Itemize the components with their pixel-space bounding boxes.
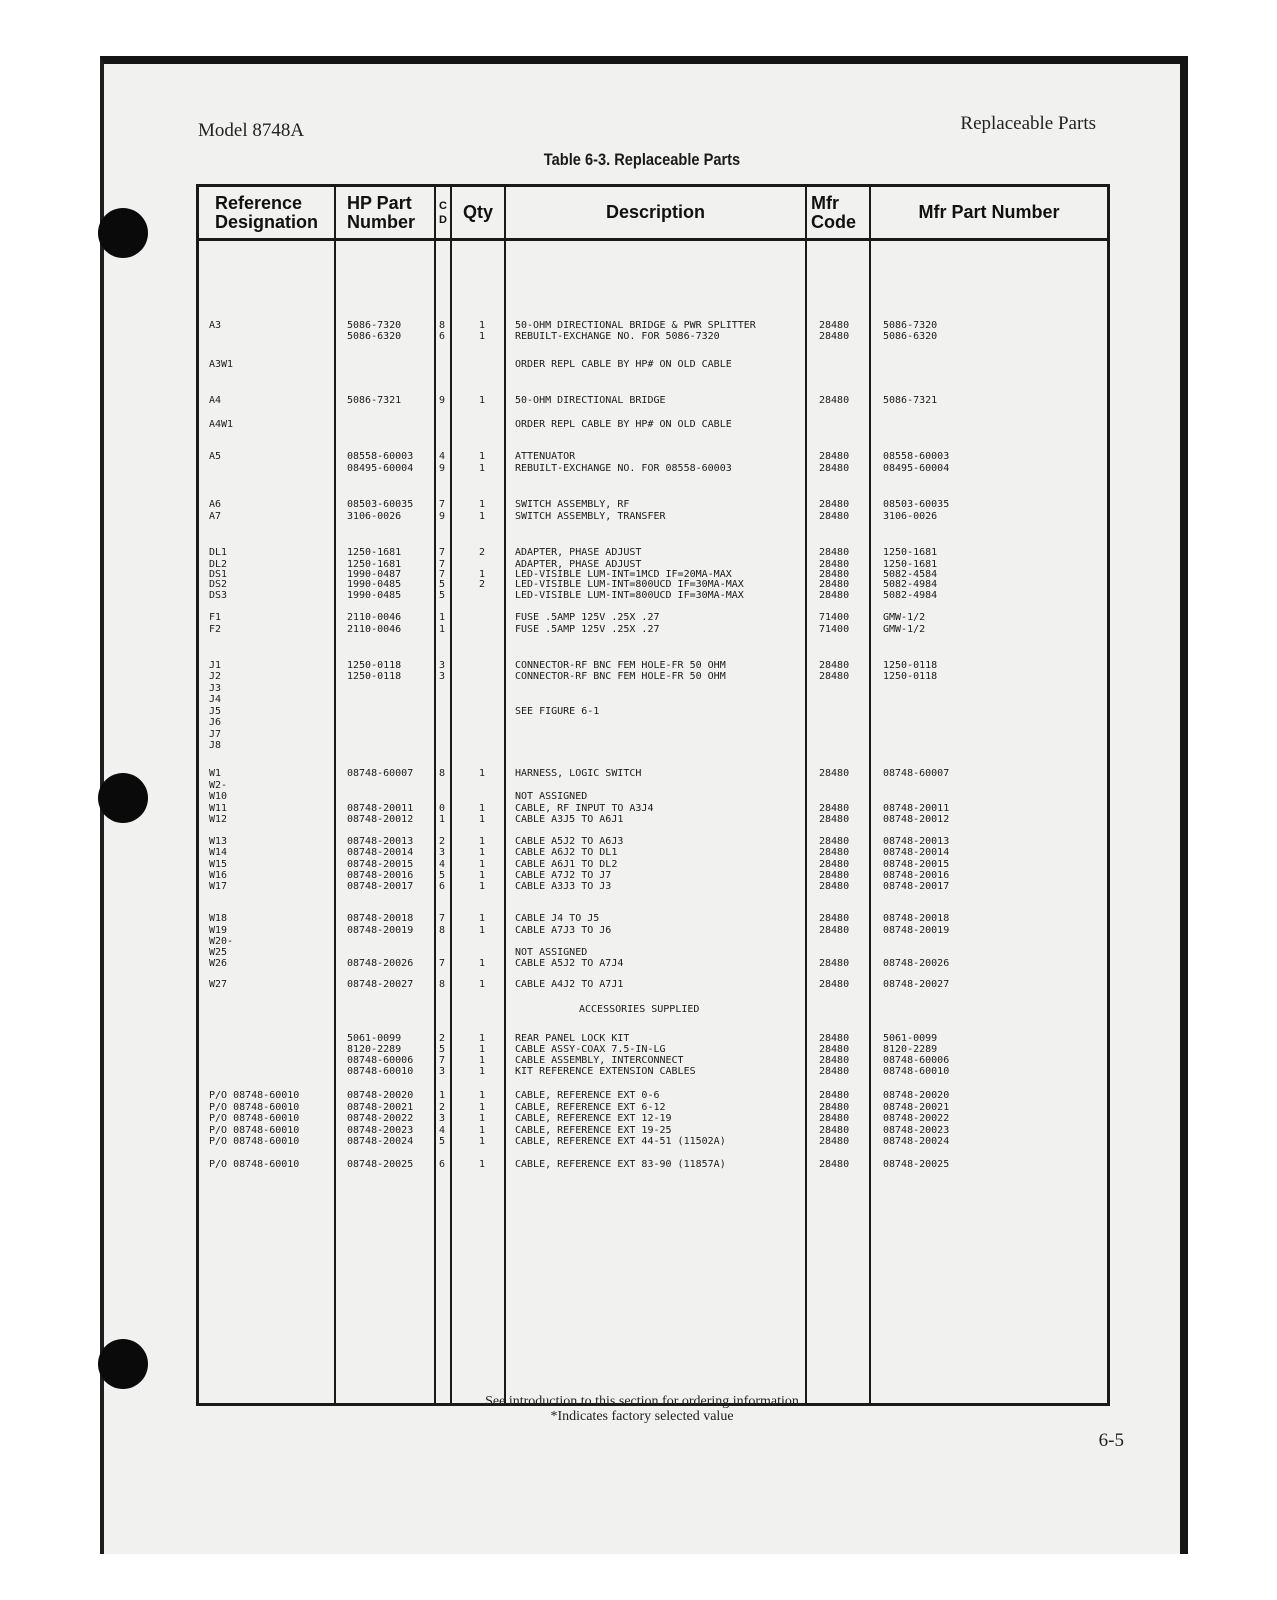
cell-mfr-code: 28480 [819, 559, 850, 570]
cell-mfr-part-number: 1250-0118 [883, 671, 938, 682]
cell-cd: 3 [439, 671, 446, 682]
document-page [100, 56, 1188, 1554]
cell-reference: P/O 08748-60010 [209, 1090, 300, 1101]
cell-reference: W26 [209, 958, 228, 969]
cell-reference: DS3 [209, 590, 228, 601]
cell-qty: 1 [479, 1136, 486, 1147]
cell-description: NOT ASSIGNED [515, 791, 588, 802]
cell-reference: P/O 08748-60010 [209, 1125, 300, 1136]
col-header-mfr-code: Mfr Code [811, 192, 856, 232]
cell-cd: 5 [439, 579, 446, 590]
cell-cd: 1 [439, 612, 446, 623]
cell-reference: W20- [209, 936, 234, 947]
cell-hp-part-number: 08748-20015 [347, 859, 414, 870]
cell-description: SWITCH ASSEMBLY, RF [515, 499, 630, 510]
cell-reference: W10 [209, 791, 228, 802]
cell-cd: 7 [439, 1055, 446, 1066]
cell-reference: W25 [209, 947, 228, 958]
cell-qty: 1 [479, 859, 486, 870]
cell-description: FUSE .5AMP 125V .25X .27 [515, 624, 660, 635]
cell-reference: J4 [209, 694, 222, 705]
cell-mfr-code: 28480 [819, 331, 850, 342]
cell-reference: P/O 08748-60010 [209, 1113, 300, 1124]
cell-hp-part-number: 08748-20025 [347, 1159, 414, 1170]
cell-qty: 1 [479, 463, 486, 474]
cell-hp-part-number: 08748-20017 [347, 881, 414, 892]
cell-qty: 1 [479, 814, 486, 825]
page-number: 6-5 [1098, 1430, 1124, 1451]
cell-cd: 5 [439, 590, 446, 601]
cell-cd: 7 [439, 559, 446, 570]
cell-reference: A3W1 [209, 359, 234, 370]
cell-hp-part-number: 1250-1681 [347, 559, 402, 570]
cell-reference: F2 [209, 624, 222, 635]
cell-mfr-part-number: 08748-20020 [883, 1090, 950, 1101]
cell-reference: W12 [209, 814, 228, 825]
cell-mfr-part-number: 08495-60004 [883, 463, 950, 474]
cell-mfr-code: 28480 [819, 803, 850, 814]
cell-hp-part-number: 08748-20019 [347, 925, 414, 936]
cell-hp-part-number: 08748-20021 [347, 1102, 414, 1113]
cell-qty: 1 [479, 958, 486, 969]
cell-cd: 3 [439, 1066, 446, 1077]
cell-cd: 5 [439, 870, 446, 881]
footnotes [104, 1394, 1180, 1424]
cell-mfr-code: 28480 [819, 814, 850, 825]
cell-hp-part-number: 08748-60010 [347, 1066, 414, 1077]
cell-mfr-code: 28480 [819, 979, 850, 990]
cell-mfr-code: 28480 [819, 925, 850, 936]
cell-description: CABLE ASSY-COAX 7.5-IN-LG [515, 1044, 666, 1055]
cell-cd: 0 [439, 803, 446, 814]
cell-hp-part-number: 1990-0485 [347, 579, 402, 590]
cell-qty: 2 [479, 579, 486, 590]
cell-reference: J3 [209, 683, 222, 694]
cell-mfr-part-number: 08748-20027 [883, 979, 950, 990]
cell-reference: W18 [209, 913, 228, 924]
cell-description: CABLE, RF INPUT TO A3J4 [515, 803, 654, 814]
cell-description: CONNECTOR-RF BNC FEM HOLE-FR 50 OHM [515, 660, 726, 671]
cell-mfr-code: 28480 [819, 1136, 850, 1147]
cell-qty: 1 [479, 1113, 486, 1124]
column-divider [869, 187, 871, 1403]
cell-mfr-part-number: 08748-20015 [883, 859, 950, 870]
cell-hp-part-number: 08748-20011 [347, 803, 414, 814]
cell-qty: 1 [479, 331, 486, 342]
cell-qty: 1 [479, 1125, 486, 1136]
cell-hp-part-number: 08748-20026 [347, 958, 414, 969]
cell-description: LED-VISIBLE LUM-INT=800UCD IF=30MA-MAX [515, 579, 744, 590]
cell-hp-part-number: 08748-60006 [347, 1055, 414, 1066]
cell-mfr-part-number: 08748-20019 [883, 925, 950, 936]
cell-qty: 1 [479, 499, 486, 510]
binder-hole [98, 773, 148, 823]
cell-hp-part-number: 08748-60007 [347, 768, 414, 779]
cell-qty: 1 [479, 1044, 486, 1055]
cell-reference: A4 [209, 395, 222, 406]
cell-mfr-code: 28480 [819, 913, 850, 924]
cell-hp-part-number: 08503-60035 [347, 499, 414, 510]
cell-description: 50-OHM DIRECTIONAL BRIDGE & PWR SPLITTER [515, 320, 756, 331]
cell-cd: 1 [439, 1090, 446, 1101]
cell-mfr-part-number: 08748-20024 [883, 1136, 950, 1147]
cell-cd: 8 [439, 768, 446, 779]
cell-hp-part-number: 2110-0046 [347, 612, 402, 623]
cell-description: CABLE A7J3 TO J6 [515, 925, 612, 936]
cell-mfr-part-number: 08748-20025 [883, 1159, 950, 1170]
cell-hp-part-number: 1990-0487 [347, 569, 402, 580]
cell-mfr-code: 28480 [819, 569, 850, 580]
cell-mfr-part-number: 08748-20014 [883, 847, 950, 858]
cell-qty: 1 [479, 847, 486, 858]
cell-description: FUSE .5AMP 125V .25X .27 [515, 612, 660, 623]
cell-cd: 1 [439, 624, 446, 635]
cell-hp-part-number: 08748-20013 [347, 836, 414, 847]
footnote-factory-selected: *Indicates factory selected value [550, 1409, 734, 1424]
cell-hp-part-number: 08748-20012 [347, 814, 414, 825]
cell-qty: 1 [479, 1066, 486, 1077]
cell-cd: 2 [439, 1102, 446, 1113]
cell-mfr-part-number: 5086-6320 [883, 331, 938, 342]
cell-description: HARNESS, LOGIC SWITCH [515, 768, 642, 779]
cell-mfr-code: 28480 [819, 1102, 850, 1113]
cell-description: ORDER REPL CABLE BY HP# ON OLD CABLE [515, 359, 732, 370]
cell-mfr-code: 28480 [819, 660, 850, 671]
cell-mfr-part-number: 08748-60010 [883, 1066, 950, 1077]
cell-mfr-part-number: 08748-60006 [883, 1055, 950, 1066]
cell-reference: J1 [209, 660, 222, 671]
cell-hp-part-number: 08748-20018 [347, 913, 414, 924]
cell-cd: 9 [439, 463, 446, 474]
cell-reference: J5 [209, 706, 222, 717]
cell-qty: 1 [479, 870, 486, 881]
cell-hp-part-number: 8120-2289 [347, 1044, 402, 1055]
cell-qty: 1 [479, 320, 486, 331]
cell-description: CABLE, REFERENCE EXT 12-19 [515, 1113, 672, 1124]
cell-description: CABLE ASSEMBLY, INTERCONNECT [515, 1055, 684, 1066]
cell-cd: 3 [439, 1113, 446, 1124]
cell-cd: 4 [439, 1125, 446, 1136]
column-divider [504, 187, 506, 1403]
cell-hp-part-number: 5086-7321 [347, 395, 402, 406]
cell-mfr-part-number: 08748-20021 [883, 1102, 950, 1113]
cell-mfr-code: 28480 [819, 463, 850, 474]
cell-reference: W19 [209, 925, 228, 936]
cell-mfr-part-number: 08748-20026 [883, 958, 950, 969]
cell-qty: 1 [479, 1090, 486, 1101]
cell-reference: W14 [209, 847, 228, 858]
cell-mfr-code: 28480 [819, 499, 850, 510]
cell-qty: 1 [479, 803, 486, 814]
cell-cd: 5 [439, 1044, 446, 1055]
cell-description: LED-VISIBLE LUM-INT=1MCD IF=20MA-MAX [515, 569, 732, 580]
col-header-description: Description [605, 202, 706, 222]
cell-hp-part-number: 08748-20024 [347, 1136, 414, 1147]
cell-mfr-part-number: 08748-20017 [883, 881, 950, 892]
cell-description: CABLE A5J2 TO A6J3 [515, 836, 624, 847]
table-title: Table 6-3. Replaceable Parts [543, 150, 741, 169]
col-header-cd: C D [439, 199, 447, 226]
cell-cd: 7 [439, 547, 446, 558]
cell-mfr-part-number: 1250-0118 [883, 660, 938, 671]
cell-mfr-code: 71400 [819, 624, 850, 635]
cell-qty: 1 [479, 925, 486, 936]
cell-qty: 1 [479, 1159, 486, 1170]
cell-reference: DS2 [209, 579, 228, 590]
cell-reference: W1 [209, 768, 222, 779]
cell-reference: W17 [209, 881, 228, 892]
cell-mfr-part-number: 3106-0026 [883, 511, 938, 522]
cell-mfr-code: 28480 [819, 1113, 850, 1124]
cell-mfr-part-number: 08748-20022 [883, 1113, 950, 1124]
cell-description: CABLE A7J2 TO J7 [515, 870, 612, 881]
cell-cd: 9 [439, 511, 446, 522]
cell-description: CABLE, REFERENCE EXT 44-51 (11502A) [515, 1136, 726, 1147]
cell-cd: 5 [439, 1136, 446, 1147]
cell-mfr-part-number: 08748-20016 [883, 870, 950, 881]
cell-cd: 4 [439, 451, 446, 462]
cell-description: SEE FIGURE 6-1 [515, 706, 600, 717]
cell-hp-part-number: 08748-20014 [347, 847, 414, 858]
cell-mfr-part-number: 5086-7320 [883, 320, 938, 331]
cell-qty: 1 [479, 511, 486, 522]
cell-hp-part-number: 1250-0118 [347, 660, 402, 671]
cell-description: CABLE A6J2 TO DL1 [515, 847, 618, 858]
cell-description: CABLE A6J1 TO DL2 [515, 859, 618, 870]
cell-description: CABLE, REFERENCE EXT 83-90 (11857A) [515, 1159, 726, 1170]
cell-reference: A7 [209, 511, 222, 522]
cell-hp-part-number: 2110-0046 [347, 624, 402, 635]
cell-qty: 1 [479, 979, 486, 990]
cell-description: ADAPTER, PHASE ADJUST [515, 559, 642, 570]
cell-mfr-part-number: 1250-1681 [883, 547, 938, 558]
cell-qty: 1 [479, 569, 486, 580]
cell-mfr-part-number: 5082-4984 [883, 590, 938, 601]
binder-hole [98, 1339, 148, 1389]
cell-mfr-part-number: 5061-0099 [883, 1033, 938, 1044]
cell-description: NOT ASSIGNED [515, 947, 588, 958]
cell-mfr-code: 28480 [819, 859, 850, 870]
cell-mfr-code: 28480 [819, 1033, 850, 1044]
cell-description: ADAPTER, PHASE ADJUST [515, 547, 642, 558]
cell-mfr-code: 28480 [819, 1090, 850, 1101]
section-header: Replaceable Parts [960, 113, 1096, 134]
col-header-reference: Reference Designation [215, 192, 319, 232]
cell-qty: 1 [479, 451, 486, 462]
cell-description: CABLE, REFERENCE EXT 0-6 [515, 1090, 660, 1101]
cell-qty: 1 [479, 395, 486, 406]
cell-description: CONNECTOR-RF BNC FEM HOLE-FR 50 OHM [515, 671, 726, 682]
cell-reference: W27 [209, 979, 228, 990]
cell-mfr-part-number: 08748-20011 [883, 803, 950, 814]
cell-hp-part-number: 08495-60004 [347, 463, 414, 474]
cell-mfr-code: 28480 [819, 1125, 850, 1136]
cell-reference: W2- [209, 780, 228, 791]
cell-reference: J6 [209, 717, 222, 728]
cell-hp-part-number: 5086-7320 [347, 320, 402, 331]
cell-mfr-code: 28480 [819, 768, 850, 779]
footnote-ordering: See introduction to this section for ordering information [485, 1394, 799, 1409]
cell-mfr-code: 28480 [819, 1066, 850, 1077]
cell-cd: 8 [439, 979, 446, 990]
cell-reference: F1 [209, 612, 222, 623]
column-divider [434, 187, 436, 1403]
cell-qty: 1 [479, 768, 486, 779]
cell-hp-part-number: 1250-1681 [347, 547, 402, 558]
cell-mfr-part-number: 08748-20023 [883, 1125, 950, 1136]
cell-qty: 1 [479, 881, 486, 892]
cell-cd: 8 [439, 925, 446, 936]
cell-description: KIT REFERENCE EXTENSION CABLES [515, 1066, 696, 1077]
cell-reference: DL2 [209, 559, 228, 570]
cell-mfr-code: 28480 [819, 451, 850, 462]
cell-reference: P/O 08748-60010 [209, 1159, 300, 1170]
cell-cd: 7 [439, 499, 446, 510]
cell-cd: 3 [439, 847, 446, 858]
cell-hp-part-number: 5086-6320 [347, 331, 402, 342]
cell-reference: DL1 [209, 547, 228, 558]
cell-mfr-part-number: GMW-1/2 [883, 624, 926, 635]
cell-cd: 2 [439, 836, 446, 847]
cell-mfr-part-number: 08558-60003 [883, 451, 950, 462]
cell-cd: 7 [439, 958, 446, 969]
cell-mfr-code: 28480 [819, 1159, 850, 1170]
cell-hp-part-number: 1250-0118 [347, 671, 402, 682]
cell-qty: 1 [479, 1033, 486, 1044]
cell-mfr-code: 28480 [819, 579, 850, 590]
cell-mfr-code: 28480 [819, 1055, 850, 1066]
cell-mfr-part-number: 5086-7321 [883, 395, 938, 406]
column-divider [450, 187, 452, 1403]
cell-description: SWITCH ASSEMBLY, TRANSFER [515, 511, 666, 522]
cell-mfr-code: 28480 [819, 881, 850, 892]
cell-qty: 1 [479, 1102, 486, 1113]
cell-cd: 1 [439, 814, 446, 825]
cell-mfr-code: 28480 [819, 671, 850, 682]
cell-description: REBUILT-EXCHANGE NO. FOR 5086-7320 [515, 331, 720, 342]
cell-mfr-code: 71400 [819, 612, 850, 623]
cell-hp-part-number: 08748-20016 [347, 870, 414, 881]
cell-mfr-part-number: GMW-1/2 [883, 612, 926, 623]
cell-reference: W15 [209, 859, 228, 870]
cell-qty: 2 [479, 547, 486, 558]
cell-reference: A6 [209, 499, 222, 510]
cell-description: CABLE A5J2 TO A7J4 [515, 958, 624, 969]
cell-reference: W13 [209, 836, 228, 847]
cell-mfr-part-number: 08748-20012 [883, 814, 950, 825]
cell-qty: 1 [479, 1055, 486, 1066]
cell-reference: A3 [209, 320, 222, 331]
cell-cd: 7 [439, 913, 446, 924]
cell-cd: 4 [439, 859, 446, 870]
cell-description: ORDER REPL CABLE BY HP# ON OLD CABLE [515, 419, 732, 430]
cell-mfr-part-number: 08503-60035 [883, 499, 950, 510]
cell-reference: P/O 08748-60010 [209, 1136, 300, 1147]
cell-qty: 1 [479, 913, 486, 924]
cell-cd: 3 [439, 660, 446, 671]
cell-reference: A4W1 [209, 419, 234, 430]
cell-description: CABLE A4J2 TO A7J1 [515, 979, 624, 990]
cell-mfr-code: 28480 [819, 1044, 850, 1055]
cell-mfr-code: 28480 [819, 590, 850, 601]
cell-reference: J8 [209, 740, 222, 751]
cell-qty: 1 [479, 836, 486, 847]
cell-mfr-part-number: 08748-20018 [883, 913, 950, 924]
cell-cd: 6 [439, 1159, 446, 1170]
cell-description: CABLE J4 TO J5 [515, 913, 600, 924]
cell-description: CABLE A3J3 TO J3 [515, 881, 612, 892]
cell-description: ATTENUATOR [515, 451, 576, 462]
cell-reference: P/O 08748-60010 [209, 1102, 300, 1113]
cell-cd: 6 [439, 331, 446, 342]
cell-description: CABLE, REFERENCE EXT 19-25 [515, 1125, 672, 1136]
cell-reference: J2 [209, 671, 222, 682]
cell-description: LED-VISIBLE LUM-INT=800UCD IF=30MA-MAX [515, 590, 744, 601]
cell-hp-part-number: 5061-0099 [347, 1033, 402, 1044]
cell-description: 50-OHM DIRECTIONAL BRIDGE [515, 395, 666, 406]
cell-mfr-part-number: 1250-1681 [883, 559, 938, 570]
column-divider [334, 187, 336, 1403]
col-header-mfr-part-number: Mfr Part Number [918, 202, 1060, 222]
cell-description: REBUILT-EXCHANGE NO. FOR 08558-60003 [515, 463, 732, 474]
cell-hp-part-number: 08748-20027 [347, 979, 414, 990]
cell-reference: DS1 [209, 569, 228, 580]
cell-hp-part-number: 08558-60003 [347, 451, 414, 462]
column-divider [805, 187, 807, 1403]
cell-mfr-part-number: 08748-20013 [883, 836, 950, 847]
parts-table [196, 184, 1110, 1406]
cell-mfr-code: 28480 [819, 511, 850, 522]
col-header-qty: Qty [462, 202, 493, 222]
cell-description: ACCESSORIES SUPPLIED [579, 1004, 700, 1015]
cell-mfr-code: 28480 [819, 836, 850, 847]
cell-hp-part-number: 3106-0026 [347, 511, 402, 522]
cell-cd: 8 [439, 320, 446, 331]
cell-hp-part-number: 08748-20022 [347, 1113, 414, 1124]
cell-mfr-part-number: 5082-4984 [883, 579, 938, 590]
cell-hp-part-number: 08748-20023 [347, 1125, 414, 1136]
cell-cd: 6 [439, 881, 446, 892]
cell-mfr-code: 28480 [819, 958, 850, 969]
model-header: Model 8748A [198, 120, 305, 141]
cell-mfr-code: 28480 [819, 547, 850, 558]
cell-cd: 9 [439, 395, 446, 406]
cell-reference: J7 [209, 729, 222, 740]
cell-hp-part-number: 1990-0485 [347, 590, 402, 601]
cell-hp-part-number: 08748-20020 [347, 1090, 414, 1101]
binder-hole [98, 208, 148, 258]
cell-mfr-code: 28480 [819, 320, 850, 331]
cell-description: REAR PANEL LOCK KIT [515, 1033, 630, 1044]
cell-mfr-code: 28480 [819, 395, 850, 406]
cell-description: CABLE A3J5 TO A6J1 [515, 814, 624, 825]
cell-cd: 2 [439, 1033, 446, 1044]
cell-reference: W11 [209, 803, 228, 814]
cell-mfr-part-number: 08748-60007 [883, 768, 950, 779]
cell-mfr-code: 28480 [819, 870, 850, 881]
cell-mfr-code: 28480 [819, 847, 850, 858]
col-header-hp-part: HP Part Number [347, 192, 416, 232]
cell-mfr-part-number: 8120-2289 [883, 1044, 938, 1055]
cell-description: CABLE, REFERENCE EXT 6-12 [515, 1102, 666, 1113]
cell-reference: W16 [209, 870, 228, 881]
cell-cd: 7 [439, 569, 446, 580]
cell-mfr-part-number: 5082-4584 [883, 569, 938, 580]
cell-reference: A5 [209, 451, 222, 462]
